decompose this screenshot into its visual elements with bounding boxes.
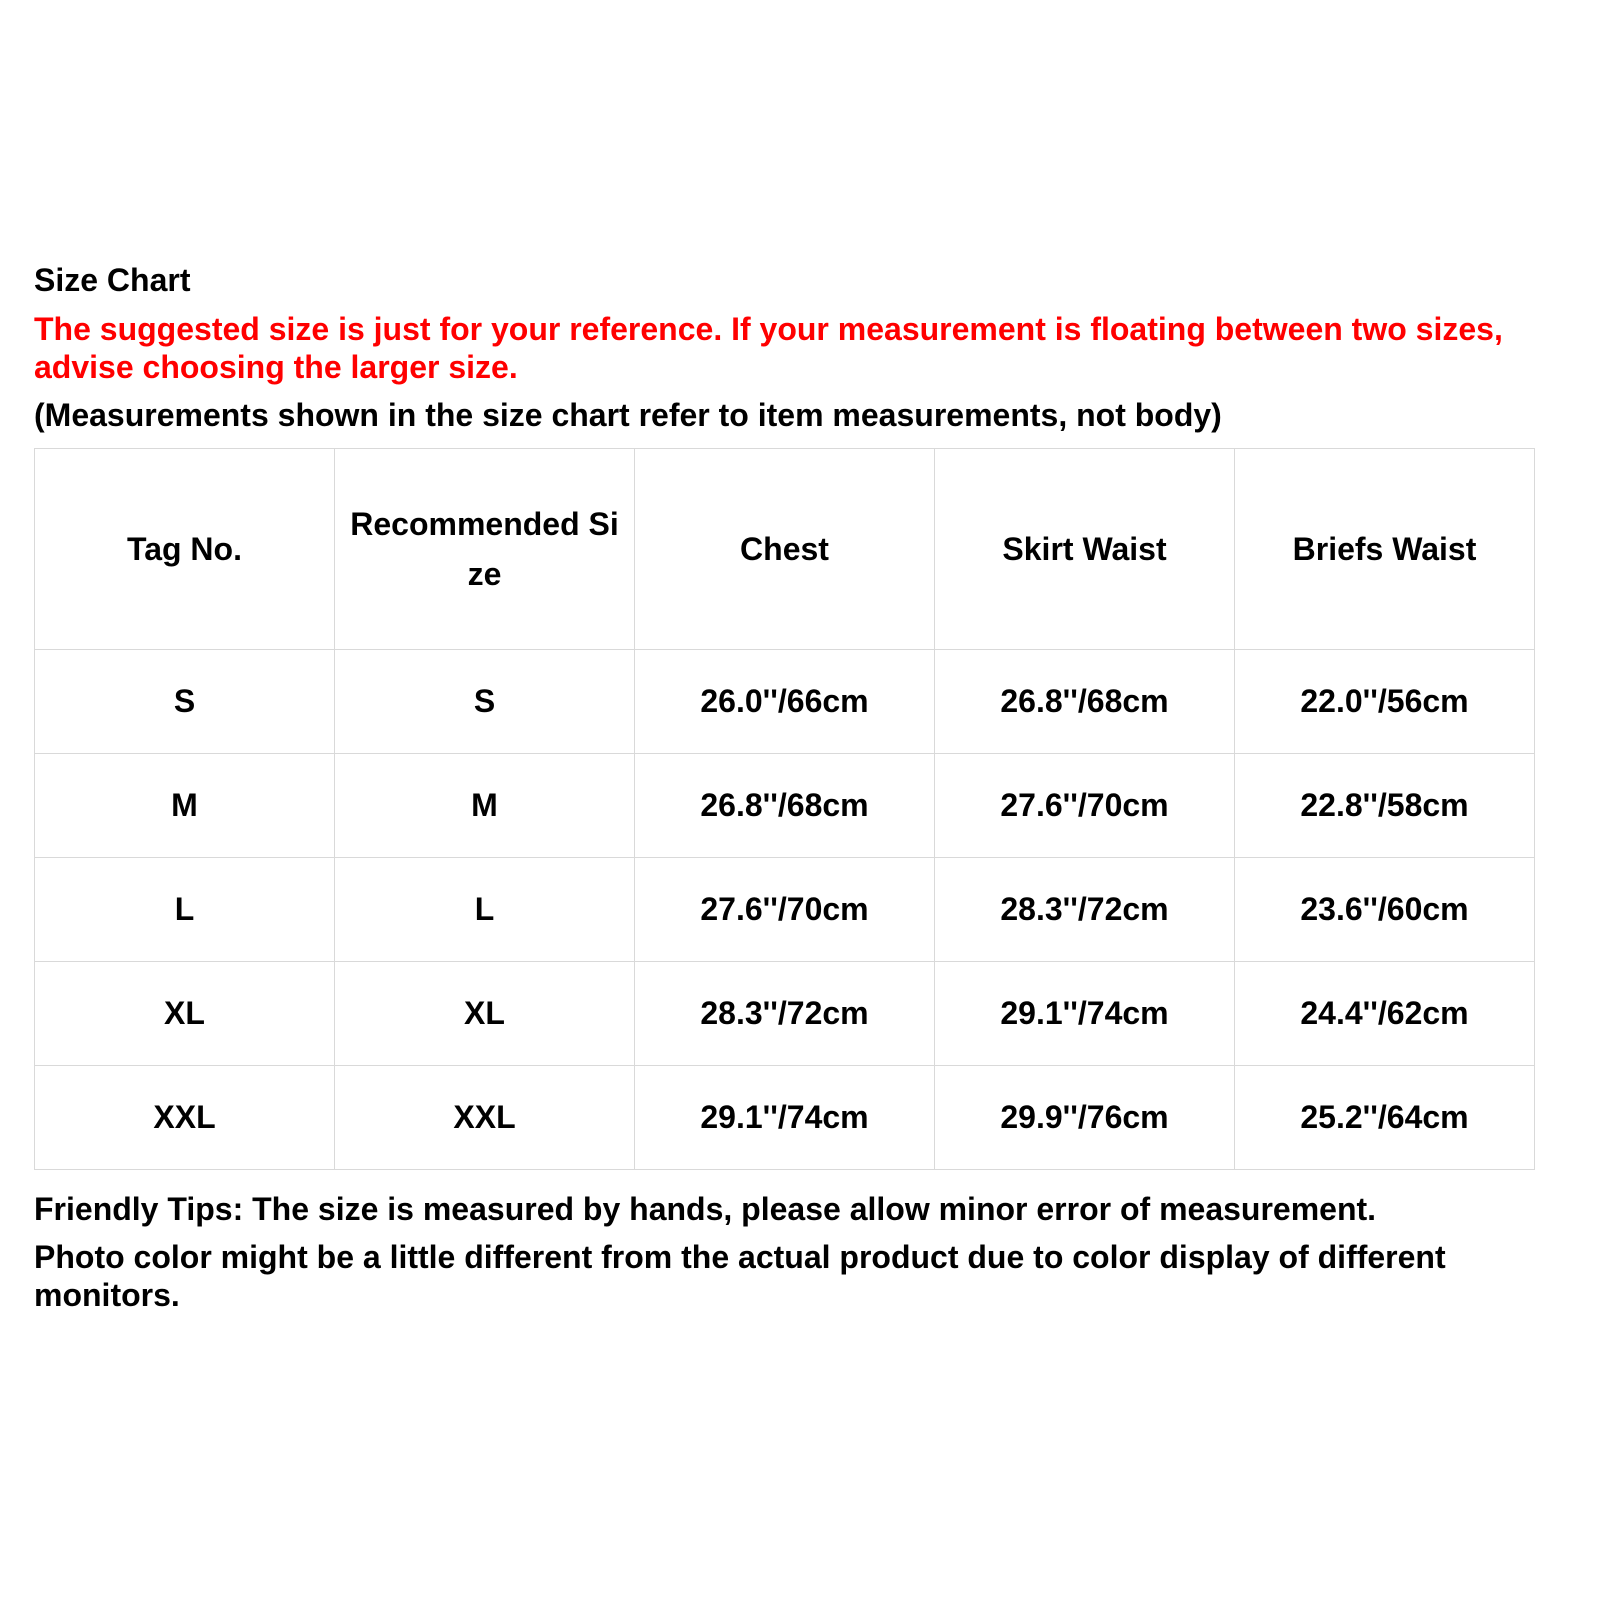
table-header-row (35, 449, 1535, 650)
cell-recommended: XL (335, 962, 635, 1066)
cell-chest: 28.3''/72cm (635, 962, 935, 1066)
cell-chest: 27.6''/70cm (635, 858, 935, 962)
cell-skirt-waist: 29.1''/74cm (935, 962, 1235, 1066)
cell-briefs-waist: 22.8''/58cm (1235, 754, 1535, 858)
photo-color-note: Photo color might be a little different from the actual product due to color display of different monitors. (34, 1239, 1446, 1313)
cell-briefs-waist: 25.2''/64cm (1235, 1066, 1535, 1170)
cell-skirt-waist: 26.8''/68cm (935, 650, 1235, 754)
header-recommended-size (335, 449, 635, 650)
cell-briefs-waist: 22.0''/56cm (1235, 650, 1535, 754)
page-title: Size Chart (34, 262, 191, 298)
header-tag-no: Tag No. (35, 449, 335, 650)
header-skirt-waist: Skirt Waist (935, 449, 1235, 650)
cell-tag: XXL (35, 1066, 335, 1170)
cell-recommended: S (335, 650, 635, 754)
cell-chest: 26.0''/66cm (635, 650, 935, 754)
cell-chest: 26.8''/68cm (635, 754, 935, 858)
table-row (35, 858, 1535, 962)
cell-skirt-waist: 29.9''/76cm (935, 1066, 1235, 1170)
size-table (34, 448, 1535, 1170)
cell-tag: L (35, 858, 335, 962)
cell-tag: M (35, 754, 335, 858)
size-chart-page (34, 262, 1564, 1314)
cell-skirt-waist: 27.6''/70cm (935, 754, 1235, 858)
cell-tag: S (35, 650, 335, 754)
friendly-tips: Friendly Tips: The size is measured by hands, please allow minor error of measurement. (34, 1191, 1377, 1227)
cell-recommended: M (335, 754, 635, 858)
table-row (35, 650, 1535, 754)
header-chest: Chest (635, 449, 935, 650)
header-briefs-waist: Briefs Waist (1235, 449, 1535, 650)
header-recommended-size-label: Recommended Size (350, 506, 619, 592)
cell-chest: 29.1''/74cm (635, 1066, 935, 1170)
cell-skirt-waist: 28.3''/72cm (935, 858, 1235, 962)
table-row (35, 754, 1535, 858)
table-row (35, 962, 1535, 1066)
cell-tag: XL (35, 962, 335, 1066)
cell-briefs-waist: 24.4''/62cm (1235, 962, 1535, 1066)
size-notice: The suggested size is just for your reference. If your measurement is floating between two sizes, advise choosing the larger size. (34, 311, 1503, 385)
cell-recommended: XXL (335, 1066, 635, 1170)
table-row (35, 1066, 1535, 1170)
cell-recommended: L (335, 858, 635, 962)
measurement-note: (Measurements shown in the size chart refer to item measurements, not body) (34, 397, 1222, 433)
cell-briefs-waist: 23.6''/60cm (1235, 858, 1535, 962)
